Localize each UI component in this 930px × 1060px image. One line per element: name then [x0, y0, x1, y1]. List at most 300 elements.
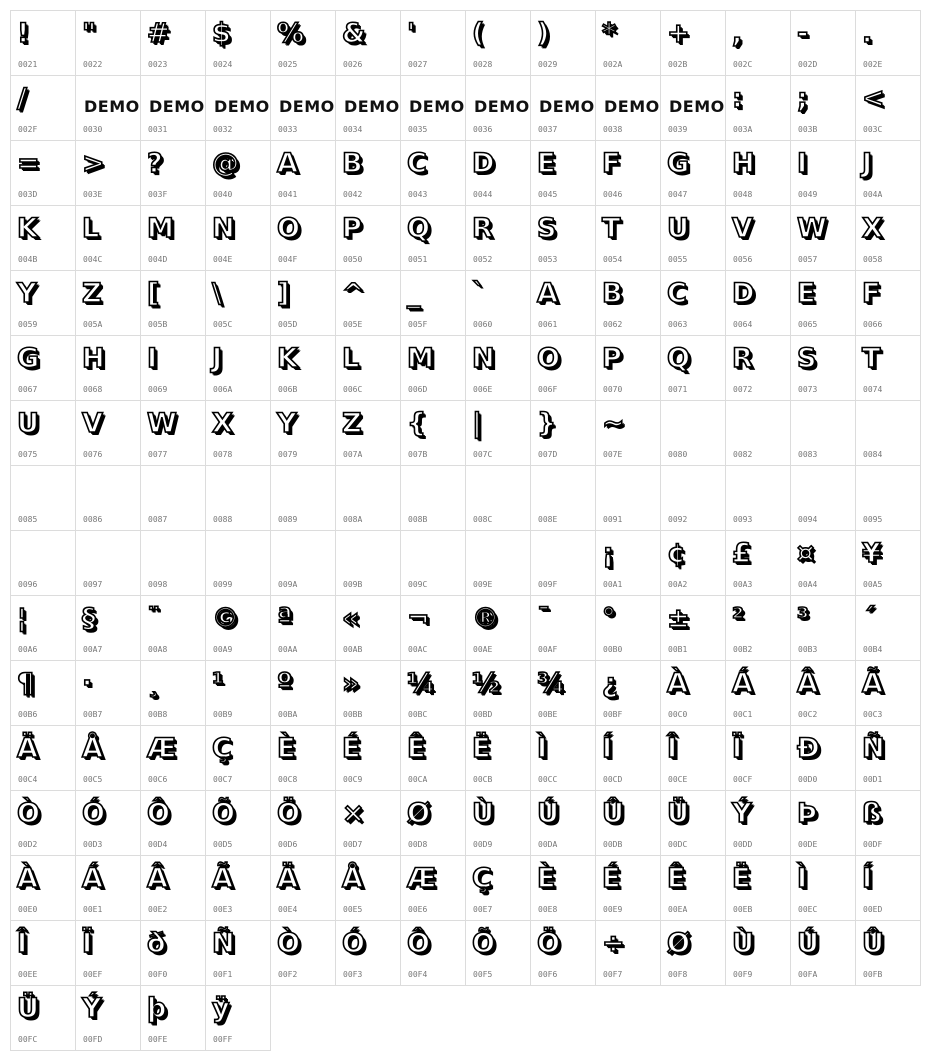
glyph-code-label: 00AE	[473, 645, 493, 654]
glyph-code-label: 00F1	[213, 970, 233, 979]
glyph-preview: &	[342, 18, 366, 49]
glyph-preview: X	[862, 213, 883, 244]
glyph-cell	[10, 920, 76, 986]
glyph-code-label: 00BC	[408, 710, 428, 719]
glyph-preview: V	[82, 408, 103, 439]
glyph-code-label: 00C6	[148, 775, 168, 784]
glyph-preview: Ì	[797, 863, 808, 894]
glyph-cell	[10, 985, 76, 1051]
glyph-cell	[790, 530, 856, 596]
glyph-code-label: 00EA	[668, 905, 688, 914]
glyph-code-label: 00C8	[278, 775, 298, 784]
glyph-preview: -	[797, 18, 809, 49]
glyph-cell	[335, 75, 401, 141]
glyph-cell	[660, 660, 726, 726]
glyph-code-label: 00EF	[83, 970, 103, 979]
glyph-code-label: 0078	[213, 450, 233, 459]
glyph-preview: È	[277, 733, 296, 764]
glyph-code-label: 002E	[863, 60, 883, 69]
glyph-code-label: 0027	[408, 60, 428, 69]
glyph-code-label: 003D	[18, 190, 38, 199]
glyph-cell	[725, 140, 791, 206]
glyph-cell	[400, 725, 466, 791]
glyph-code-label: 0035	[408, 125, 428, 134]
glyph-code-label: 00BB	[343, 710, 363, 719]
glyph-preview: Õ	[472, 928, 495, 959]
glyph-cell	[10, 595, 76, 661]
glyph-code-label: 0085	[18, 515, 38, 524]
glyph-code-label: 0046	[603, 190, 623, 199]
glyph-code-label: 009E	[473, 580, 493, 589]
glyph-preview: C	[407, 148, 427, 179]
glyph-code-label: 003B	[798, 125, 818, 134]
glyph-cell	[465, 205, 531, 271]
glyph-preview: P	[602, 343, 622, 374]
glyph-code-label: 00D9	[473, 840, 493, 849]
glyph-cell	[270, 75, 336, 141]
glyph-cell	[270, 660, 336, 726]
glyph-code-label: 0043	[408, 190, 428, 199]
glyph-code-label: 00F5	[473, 970, 493, 979]
glyph-cell	[10, 530, 76, 596]
glyph-code-label: 00C3	[863, 710, 883, 719]
glyph-code-label: 00E6	[408, 905, 428, 914]
glyph-cell	[855, 595, 921, 661]
glyph-preview: Ò	[277, 928, 300, 959]
glyph-code-label: 00DC	[668, 840, 688, 849]
glyph-preview: Q	[407, 213, 430, 244]
glyph-code-label: 0071	[668, 385, 688, 394]
glyph-cell	[790, 725, 856, 791]
glyph-code-label: 0058	[863, 255, 883, 264]
glyph-cell	[140, 920, 206, 986]
glyph-code-label: 0056	[733, 255, 753, 264]
glyph-cell	[790, 465, 856, 531]
glyph-cell	[270, 205, 336, 271]
glyph-preview: I	[797, 148, 808, 179]
glyph-preview: Ý	[732, 798, 752, 829]
glyph-cell	[335, 920, 401, 986]
glyph-cell	[595, 10, 661, 76]
glyph-preview: Ù	[732, 928, 754, 959]
glyph-cell	[335, 595, 401, 661]
glyph-preview: ¼	[407, 668, 435, 699]
glyph-preview: Û	[602, 798, 624, 829]
glyph-code-label: 007C	[473, 450, 493, 459]
glyph-preview: X	[212, 408, 233, 439]
glyph-preview: ]	[277, 278, 290, 309]
glyph-code-label: 003E	[83, 190, 103, 199]
glyph-code-label: 003C	[863, 125, 883, 134]
glyph-cell	[595, 465, 661, 531]
glyph-preview: ±	[667, 603, 690, 634]
glyph-code-label: 0060	[473, 320, 493, 329]
glyph-code-label: 00DE	[798, 840, 818, 849]
glyph-cell	[790, 335, 856, 401]
glyph-code-label: 00EC	[798, 905, 818, 914]
glyph-preview: ¹	[212, 668, 224, 699]
glyph-code-label: 008A	[343, 515, 363, 524]
glyph-cell	[270, 335, 336, 401]
glyph-preview: ¡	[602, 538, 615, 569]
glyph-preview: ª	[277, 603, 293, 634]
glyph-preview: =	[17, 148, 40, 179]
glyph-cell	[725, 855, 791, 921]
glyph-preview: W	[147, 408, 177, 439]
glyph-preview: Ã	[862, 668, 883, 699]
glyph-cell	[530, 790, 596, 856]
glyph-preview: U	[17, 408, 39, 439]
glyph-code-label: 00CD	[603, 775, 623, 784]
glyph-code-label: 00E1	[83, 905, 103, 914]
glyph-preview: Õ	[212, 798, 235, 829]
glyph-preview: Ñ	[212, 928, 235, 959]
glyph-cell	[400, 140, 466, 206]
glyph-preview: Ò	[17, 798, 40, 829]
glyph-code-label: 00A4	[798, 580, 818, 589]
glyph-cell	[75, 400, 141, 466]
glyph-preview: ÷	[602, 928, 625, 959]
glyph-code-label: 0053	[538, 255, 558, 264]
glyph-cell	[140, 205, 206, 271]
glyph-code-label: 00F3	[343, 970, 363, 979]
glyph-code-label: 0062	[603, 320, 623, 329]
glyph-cell	[10, 270, 76, 336]
glyph-preview: F	[862, 278, 881, 309]
glyph-code-label: 00B8	[148, 710, 168, 719]
glyph-code-label: 00C9	[343, 775, 363, 784]
glyph-code-label: 00E0	[18, 905, 38, 914]
glyph-preview: ¬	[407, 603, 430, 634]
glyph-preview: Ã	[212, 863, 233, 894]
glyph-code-label: 0031	[148, 125, 168, 134]
glyph-preview: P	[342, 213, 362, 244]
glyph-cell	[335, 660, 401, 726]
glyph-preview: Ó	[342, 928, 365, 959]
glyph-cell	[75, 920, 141, 986]
glyph-code-label: 0040	[213, 190, 233, 199]
glyph-cell	[660, 75, 726, 141]
glyph-preview: M	[147, 213, 174, 244]
glyph-cell	[140, 855, 206, 921]
glyph-cell	[270, 400, 336, 466]
glyph-cell	[855, 140, 921, 206]
glyph-code-label: 00B6	[18, 710, 38, 719]
glyph-cell	[465, 75, 531, 141]
glyph-code-label: 00CA	[408, 775, 428, 784]
glyph-cell	[400, 660, 466, 726]
glyph-cell	[595, 920, 661, 986]
glyph-preview: K	[277, 343, 298, 374]
glyph-cell	[335, 725, 401, 791]
glyph-code-label: 0089	[278, 515, 298, 524]
glyph-code-label: 005E	[343, 320, 363, 329]
glyph-code-label: 00E4	[278, 905, 298, 914]
glyph-code-label: 00F0	[148, 970, 168, 979]
glyph-code-label: 00C5	[83, 775, 103, 784]
glyph-code-label: 00A3	[733, 580, 753, 589]
glyph-code-label: 0041	[278, 190, 298, 199]
glyph-cell	[400, 335, 466, 401]
glyph-code-label: 0045	[538, 190, 558, 199]
glyph-cell	[530, 725, 596, 791]
glyph-preview: »	[342, 668, 360, 699]
glyph-preview: ¤	[797, 538, 815, 569]
glyph-preview: '	[407, 18, 416, 49]
glyph-code-label: 0061	[538, 320, 558, 329]
glyph-cell	[140, 75, 206, 141]
glyph-cell	[660, 10, 726, 76]
glyph-preview: K	[17, 213, 38, 244]
glyph-preview: {	[407, 408, 427, 439]
glyph-code-label: 00C4	[18, 775, 38, 784]
glyph-cell	[465, 465, 531, 531]
glyph-code-label: 0024	[213, 60, 233, 69]
glyph-cell	[140, 725, 206, 791]
glyph-preview: E	[797, 278, 816, 309]
glyph-preview: R	[472, 213, 493, 244]
glyph-code-label: 00F7	[603, 970, 623, 979]
glyph-preview: Ù	[472, 798, 494, 829]
glyph-code-label: 00DF	[863, 840, 883, 849]
glyph-cell	[790, 140, 856, 206]
glyph-preview: ¥	[862, 538, 881, 569]
glyph-preview: |	[472, 408, 482, 439]
glyph-cell	[465, 10, 531, 76]
glyph-preview: §	[82, 603, 96, 634]
glyph-code-label: 0028	[473, 60, 493, 69]
glyph-preview: G	[17, 343, 40, 374]
glyph-cell	[270, 855, 336, 921]
glyph-preview: È	[537, 863, 556, 894]
character-map-grid	[10, 10, 920, 1050]
glyph-cell	[10, 140, 76, 206]
glyph-code-label: 002B	[668, 60, 688, 69]
glyph-code-label: 00CE	[668, 775, 688, 784]
glyph-cell	[10, 660, 76, 726]
glyph-cell	[270, 465, 336, 531]
glyph-code-label: 0087	[148, 515, 168, 524]
glyph-code-label: 00A6	[18, 645, 38, 654]
glyph-code-label: 00B3	[798, 645, 818, 654]
glyph-preview: ;	[797, 83, 808, 114]
glyph-preview: ¨	[147, 603, 161, 634]
glyph-cell	[400, 205, 466, 271]
glyph-code-label: 006C	[343, 385, 363, 394]
glyph-cell	[270, 10, 336, 76]
glyph-cell	[140, 790, 206, 856]
glyph-cell	[465, 530, 531, 596]
glyph-code-label: 00E5	[343, 905, 363, 914]
glyph-preview: Ê	[407, 733, 426, 764]
glyph-code-label: 0086	[83, 515, 103, 524]
glyph-cell	[855, 10, 921, 76]
glyph-cell	[400, 920, 466, 986]
glyph-cell	[595, 530, 661, 596]
glyph-code-label: 00E7	[473, 905, 493, 914]
glyph-preview: Å	[82, 733, 103, 764]
glyph-cell	[205, 595, 271, 661]
glyph-code-label: 00BE	[538, 710, 558, 719]
glyph-cell	[335, 530, 401, 596]
glyph-preview: Ü	[667, 798, 689, 829]
glyph-preview: Û	[862, 928, 884, 959]
glyph-cell	[790, 205, 856, 271]
glyph-cell	[660, 530, 726, 596]
glyph-cell	[205, 985, 271, 1051]
glyph-cell	[10, 205, 76, 271]
glyph-cell	[855, 335, 921, 401]
glyph-preview: Z	[342, 408, 362, 439]
glyph-code-label: 004C	[83, 255, 103, 264]
glyph-code-label: 006E	[473, 385, 493, 394]
glyph-code-label: 00EB	[733, 905, 753, 914]
glyph-code-label: 0037	[538, 125, 558, 134]
glyph-cell	[725, 920, 791, 986]
glyph-cell	[790, 270, 856, 336]
glyph-code-label: 00B2	[733, 645, 753, 654]
glyph-code-label: 00B1	[668, 645, 688, 654]
glyph-cell	[10, 335, 76, 401]
glyph-preview: ,	[732, 18, 743, 49]
glyph-preview: )	[537, 18, 550, 49]
glyph-code-label: 007B	[408, 450, 428, 459]
glyph-cell	[270, 595, 336, 661]
glyph-preview: Ì	[537, 733, 548, 764]
glyph-cell	[530, 75, 596, 141]
glyph-cell	[595, 790, 661, 856]
glyph-code-label: 00BF	[603, 710, 623, 719]
glyph-code-label: 009A	[278, 580, 298, 589]
glyph-preview: J	[212, 343, 223, 374]
glyph-cell	[855, 75, 921, 141]
glyph-cell	[465, 855, 531, 921]
glyph-cell	[725, 660, 791, 726]
glyph-code-label: 0049	[798, 190, 818, 199]
glyph-cell	[400, 530, 466, 596]
glyph-preview: ß	[862, 798, 882, 829]
glyph-cell	[530, 140, 596, 206]
glyph-code-label: 0067	[18, 385, 38, 394]
glyph-preview: DEMO	[84, 97, 140, 116]
glyph-code-label: 0072	[733, 385, 753, 394]
glyph-code-label: 0065	[798, 320, 818, 329]
glyph-code-label: 0057	[798, 255, 818, 264]
glyph-preview: H	[82, 343, 105, 374]
glyph-code-label: 00B9	[213, 710, 233, 719]
glyph-code-label: 002C	[733, 60, 753, 69]
glyph-cell	[595, 270, 661, 336]
glyph-preview: ?	[147, 148, 163, 179]
glyph-cell	[595, 140, 661, 206]
glyph-cell	[75, 140, 141, 206]
glyph-cell	[140, 400, 206, 466]
glyph-preview: D	[732, 278, 755, 309]
glyph-cell	[855, 205, 921, 271]
glyph-cell	[270, 920, 336, 986]
glyph-code-label: 00BD	[473, 710, 493, 719]
glyph-code-label: 00A7	[83, 645, 103, 654]
glyph-preview: Ó	[82, 798, 105, 829]
glyph-preview: DEMO	[474, 97, 530, 116]
glyph-code-label: 005A	[83, 320, 103, 329]
glyph-cell	[595, 75, 661, 141]
glyph-cell	[660, 465, 726, 531]
glyph-code-label: 004A	[863, 190, 883, 199]
glyph-code-label: 0082	[733, 450, 753, 459]
glyph-code-label: 0030	[83, 125, 103, 134]
glyph-cell	[270, 530, 336, 596]
glyph-preview: ð	[147, 928, 166, 959]
glyph-code-label: 0039	[668, 125, 688, 134]
glyph-preview: ¢	[667, 538, 686, 569]
glyph-cell	[855, 400, 921, 466]
glyph-preview: ^	[342, 278, 365, 309]
glyph-cell	[530, 270, 596, 336]
glyph-cell	[75, 10, 141, 76]
glyph-code-label: 007D	[538, 450, 558, 459]
glyph-preview: ¯	[537, 603, 551, 634]
glyph-cell	[855, 465, 921, 531]
glyph-cell	[270, 140, 336, 206]
glyph-preview: Ç	[472, 863, 492, 894]
glyph-preview: Æ	[407, 863, 437, 894]
glyph-cell	[335, 400, 401, 466]
glyph-cell	[335, 855, 401, 921]
glyph-preview: T	[602, 213, 621, 244]
glyph-code-label: 007E	[603, 450, 623, 459]
glyph-code-label: 0080	[668, 450, 688, 459]
glyph-cell	[140, 465, 206, 531]
glyph-cell	[400, 10, 466, 76]
glyph-cell	[595, 335, 661, 401]
glyph-cell	[335, 205, 401, 271]
glyph-cell	[205, 270, 271, 336]
glyph-preview: ½	[472, 668, 500, 699]
glyph-preview: S	[797, 343, 817, 374]
glyph-code-label: 00F6	[538, 970, 558, 979]
glyph-cell	[400, 855, 466, 921]
glyph-cell	[140, 595, 206, 661]
glyph-cell	[530, 465, 596, 531]
glyph-cell	[140, 660, 206, 726]
glyph-preview: DEMO	[409, 97, 465, 116]
glyph-cell	[205, 10, 271, 76]
glyph-preview: Y	[277, 408, 297, 439]
glyph-preview: DEMO	[344, 97, 400, 116]
glyph-code-label: 0064	[733, 320, 753, 329]
glyph-cell	[660, 270, 726, 336]
glyph-code-label: 00EE	[18, 970, 38, 979]
glyph-cell	[205, 205, 271, 271]
glyph-code-label: 0066	[863, 320, 883, 329]
glyph-preview: J	[862, 148, 873, 179]
glyph-code-label: 00FB	[863, 970, 883, 979]
glyph-code-label: 0023	[148, 60, 168, 69]
glyph-preview: Ç	[212, 733, 232, 764]
glyph-cell	[790, 855, 856, 921]
glyph-code-label: 0025	[278, 60, 298, 69]
glyph-cell	[335, 140, 401, 206]
glyph-cell	[75, 985, 141, 1051]
glyph-cell	[400, 270, 466, 336]
glyph-cell	[10, 75, 76, 141]
glyph-code-label: 00ED	[863, 905, 883, 914]
glyph-cell	[270, 270, 336, 336]
glyph-preview: O	[277, 213, 300, 244]
glyph-code-label: 0054	[603, 255, 623, 264]
glyph-preview: F	[602, 148, 621, 179]
